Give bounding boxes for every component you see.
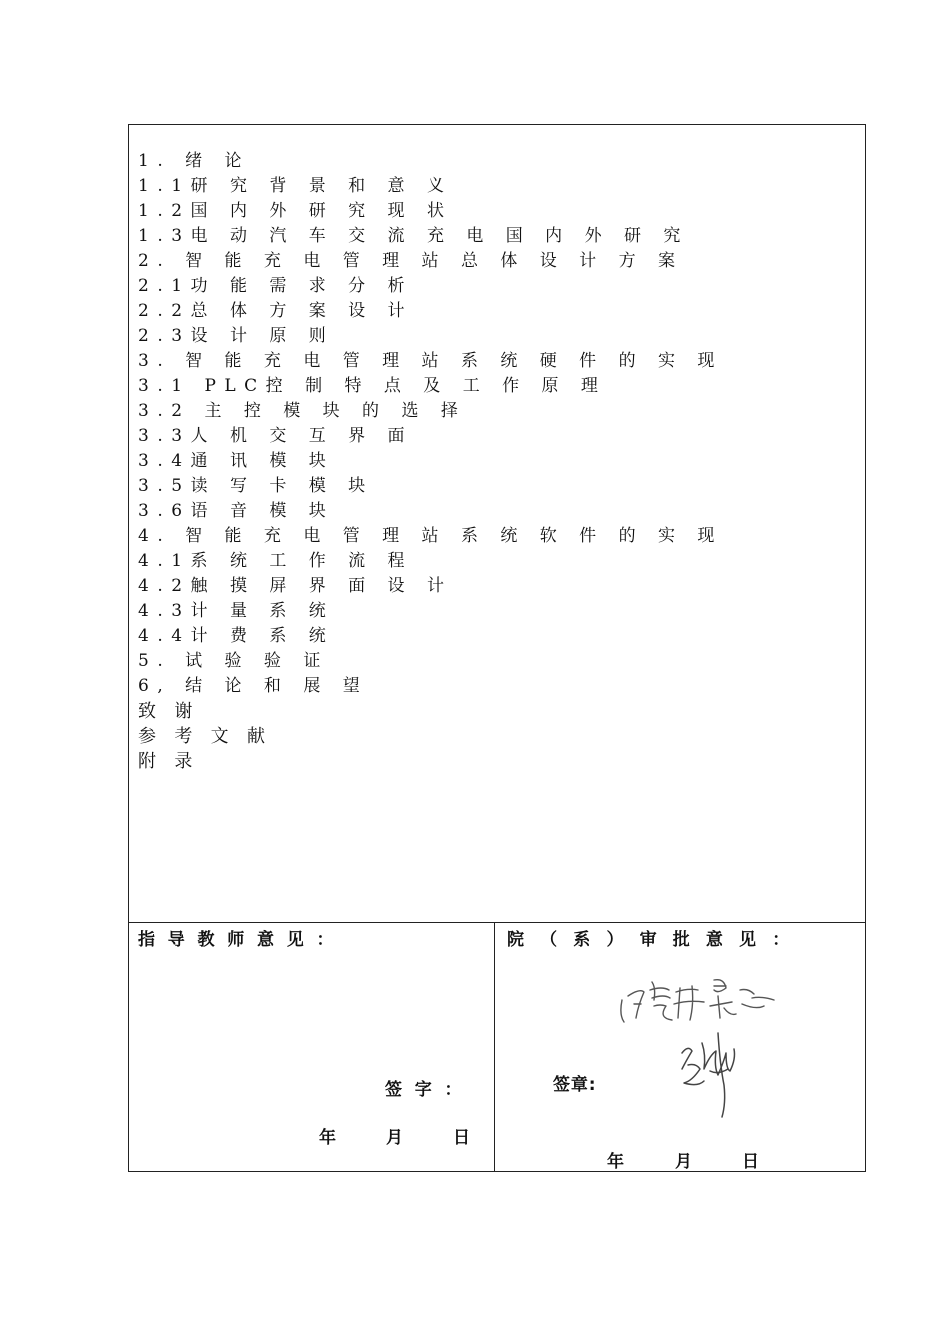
toc-line-3-3: 3.3人 机 交 互 界 面 bbox=[138, 426, 414, 446]
toc-line-3-6: 3.6语 音 模 块 bbox=[138, 501, 335, 521]
advisor-month-label: 月 bbox=[386, 1128, 403, 1148]
toc-line-3-5: 3.5读 写 卡 模 块 bbox=[138, 476, 374, 496]
toc-line-2-2: 2.2总 体 方 案 设 计 bbox=[138, 301, 414, 321]
toc-line-3-4: 3.4通 讯 模 块 bbox=[138, 451, 335, 471]
form-frame bbox=[128, 124, 866, 1172]
toc-line-4-1: 4.1系 统 工 作 流 程 bbox=[138, 551, 414, 571]
advisor-year-label: 年 bbox=[319, 1128, 336, 1148]
department-month-label: 月 bbox=[675, 1152, 692, 1172]
department-approval-label: 院（系）审批意见： bbox=[507, 930, 806, 950]
toc-line-5: 5. 试 验 验 证 bbox=[138, 651, 329, 671]
toc-line-3-1: 3.1 PLC控 制 特 点 及 工 作 原 理 bbox=[138, 376, 607, 396]
toc-line-3-2: 3.2 主 控 模 块 的 选 择 bbox=[138, 401, 467, 421]
toc-line-acknowledgements: 致 谢 bbox=[138, 701, 199, 722]
advisor-sign-label: 签字： bbox=[385, 1080, 475, 1100]
toc-line-4-2: 4.2触 摸 屏 界 面 设 计 bbox=[138, 576, 453, 596]
handwritten-signature bbox=[674, 1025, 754, 1125]
advisor-day-label: 日 bbox=[453, 1128, 470, 1148]
toc-line-2-3: 2.3设 计 原 则 bbox=[138, 326, 335, 346]
toc-line-appendix: 附 录 bbox=[138, 751, 199, 772]
department-year-label: 年 bbox=[607, 1152, 624, 1172]
toc-line-4: 4. 智 能 充 电 管 理 站 系 统 软 件 的 实 现 bbox=[138, 526, 723, 546]
toc-line-2-1: 2.1功 能 需 求 分 析 bbox=[138, 276, 414, 296]
vertical-divider bbox=[494, 922, 495, 1171]
toc-line-1: 1. 绪 论 bbox=[138, 151, 251, 171]
toc-line-references: 参 考 文 献 bbox=[138, 726, 272, 747]
department-seal-label: 签章: bbox=[553, 1075, 597, 1095]
table-of-contents bbox=[138, 149, 723, 774]
toc-line-1-1: 1.1研 究 背 景 和 意 义 bbox=[138, 176, 453, 196]
toc-line-4-4: 4.4计 费 系 统 bbox=[138, 626, 335, 646]
handwritten-approval bbox=[614, 960, 794, 1030]
toc-line-3: 3. 智 能 充 电 管 理 站 系 统 硬 件 的 实 现 bbox=[138, 351, 723, 371]
advisor-opinion-label: 指导教师意见： bbox=[138, 930, 347, 950]
toc-line-2: 2. 智 能 充 电 管 理 站 总 体 设 计 方 案 bbox=[138, 251, 684, 271]
toc-line-6: 6, 结 论 和 展 望 bbox=[138, 676, 369, 696]
toc-line-4-3: 4.3计 量 系 统 bbox=[138, 601, 335, 621]
horizontal-divider bbox=[129, 922, 865, 923]
toc-line-1-2: 1.2国 内 外 研 究 现 状 bbox=[138, 201, 453, 221]
department-day-label: 日 bbox=[742, 1152, 759, 1172]
toc-line-1-3: 1.3电 动 汽 车 交 流 充 电 国 内 外 研 究 bbox=[138, 226, 689, 246]
